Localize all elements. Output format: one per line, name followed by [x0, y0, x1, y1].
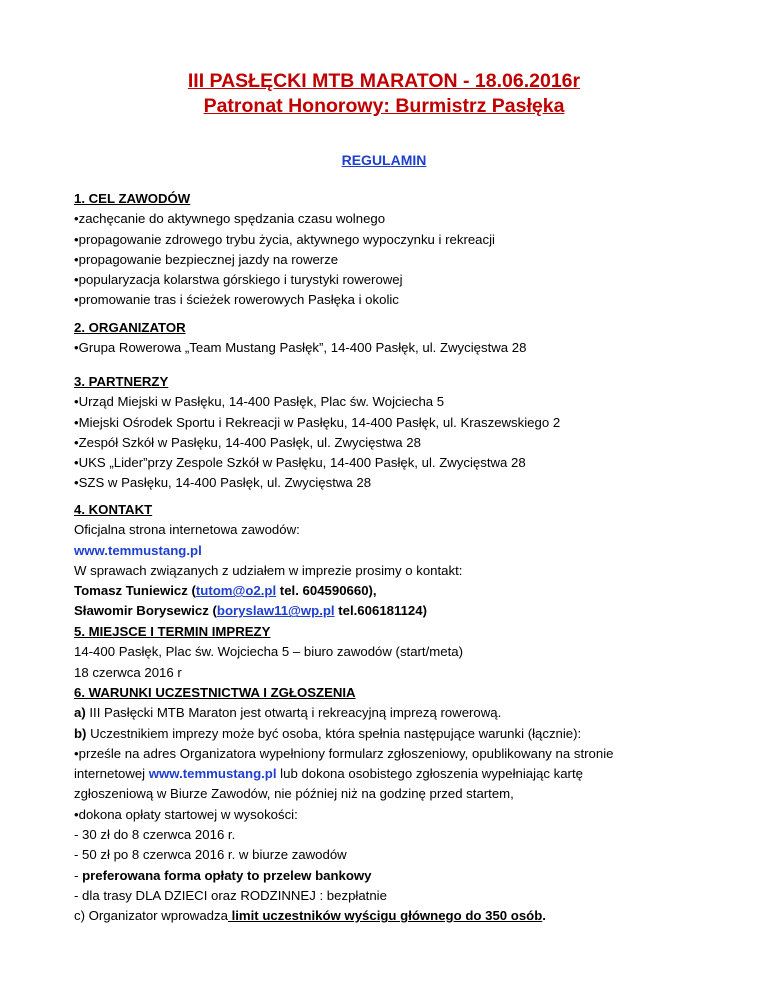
section-miejsce [74, 622, 463, 683]
kontakt-intro: Oficjalna strona internetowa zawodów: [74, 522, 300, 538]
item-text: c) Organizator wprowadza [74, 908, 228, 924]
document-title: III PASŁĘCKI MTB MARATON - 18.06.2016r [187, 70, 581, 92]
list-item: •promowanie tras i ścieżek rowerowych Pasłęka i okolic [74, 292, 399, 308]
warunek-a [74, 703, 613, 723]
section-heading: 3. PARTNERZY [74, 374, 169, 389]
fee-item: - 30 zł do 8 czerwca 2016 r. [74, 827, 236, 843]
section-kontakt [74, 500, 462, 622]
section-cel-zawodow [74, 189, 495, 311]
section-heading: 6. WARUNKI UCZESTNICTWA I ZGŁOSZENIA [74, 685, 356, 700]
list-item: •zachęcanie do aktywnego spędzania czasu wolnego [74, 211, 386, 227]
miejsce-date: 18 czerwca 2016 r [74, 664, 182, 680]
section-organizator [74, 318, 526, 359]
item-text: lub dokona osobistego zgłoszenia wypełniając kartę [276, 766, 583, 782]
contact-phone: tel.606181124) [334, 603, 427, 619]
list-item: •Grupa Rowerowa „Team Mustang Pasłęk”, 14-400 Pasłęk, ul. Zwycięstwa 28 [74, 340, 527, 356]
item-text: - [74, 867, 83, 883]
list-item: •propagowanie bezpiecznej jazdy na rowerze [74, 251, 339, 267]
list-item: •Zespół Szkół w Pasłęku, 14-400 Pasłęk, ul. Zwycięstwa 28 [74, 434, 421, 450]
contact-name: Tomasz Tuniewicz ( [74, 583, 196, 599]
fee-item [74, 866, 613, 886]
warunek-c [74, 906, 613, 926]
list-item: •propagowanie zdrowego trybu życia, aktywnego wypoczynku i rekreacji [74, 231, 495, 247]
regulamin-heading: REGULAMIN [341, 152, 427, 168]
list-item: •UKS „Lider”przy Zespole Szkół w Pasłęku, 14-400 Pasłęk, ul. Zwycięstwa 28 [74, 455, 526, 471]
list-item: •Miejski Ośrodek Sportu i Rekreacji w Pasłęku, 14-400 Pasłęk, ul. Kraszewskiego 2 [74, 414, 561, 430]
miejsce-address: 14-400 Pasłęk, Plac św. Wojciecha 5 – biuro zawodów (start/meta) [74, 644, 463, 660]
item-text-bold: limit uczestników wyścigu głównego do 350 osób [227, 908, 543, 924]
fee-item: - 50 zł po 8 czerwca 2016 r. w biurze zawodów [74, 847, 347, 863]
list-item: •Urząd Miejski w Pasłęku, 14-400 Pasłęk, Plac św. Wojciecha 5 [74, 394, 445, 410]
website-link[interactable]: www.temmustang.pl [74, 542, 202, 558]
section-heading: 1. CEL ZAWODÓW [74, 191, 191, 206]
kontakt-note: W sprawach związanych z udziałem w imprezie prosimy o kontakt: [74, 562, 463, 578]
contact-line-2 [74, 601, 462, 621]
item-label: b) [74, 725, 87, 741]
warunek-b [74, 724, 613, 744]
item-text: III Pasłęcki MTB Maraton jest otwartą i rekreacyjną imprezą rowerową. [85, 705, 502, 721]
contact-phone: tel. 604590660), [276, 583, 377, 599]
section-partnerzy [74, 372, 560, 494]
warunek-b-1: •prześle na adres Organizatora wypełniony formularz zgłoszeniowy, opublikowany na stronie [74, 745, 614, 761]
email-link[interactable]: tutom@o2.pl [195, 583, 277, 599]
fee-item: - dla trasy DLA DZIECI oraz RODZINNEJ : bezpłatnie [74, 887, 387, 903]
contact-line-1 [74, 581, 462, 601]
section-heading: 5. MIEJSCE I TERMIN IMPREZY [74, 624, 271, 639]
list-item: •popularyzacja kolarstwa górskiego i turystyki rowerowej [74, 272, 403, 288]
website-link[interactable]: www.temmustang.pl [148, 766, 277, 782]
item-text-bold: preferowana forma opłaty to przelew bankowy [82, 867, 372, 883]
item-text: Uczestnikiem imprezy może być osoba, która spełnia następujące warunki (łącznie): [86, 725, 582, 741]
item-text: . [542, 908, 546, 924]
warunek-b-4: •dokona opłaty startowej w wysokości: [74, 806, 298, 822]
warunek-b-3: zgłoszeniową w Biurze Zawodów, nie później niż na godzinę przed startem, [74, 786, 514, 802]
section-warunki [74, 683, 613, 927]
section-heading: 4. KONTAKT [74, 502, 153, 517]
list-item: •SZS w Pasłęku, 14-400 Pasłęk, ul. Zwycięstwa 28 [74, 475, 372, 491]
item-label: a) [74, 705, 86, 721]
item-text: internetowej [74, 766, 149, 782]
contact-name: Sławomir Borysewicz ( [74, 603, 217, 619]
section-heading: 2. ORGANIZATOR [74, 320, 186, 335]
warunek-b-2 [74, 764, 613, 784]
document-subtitle: Patronat Honorowy: Burmistrz Pasłęka [203, 95, 565, 117]
email-link[interactable]: boryslaw11@wp.pl [216, 603, 335, 619]
